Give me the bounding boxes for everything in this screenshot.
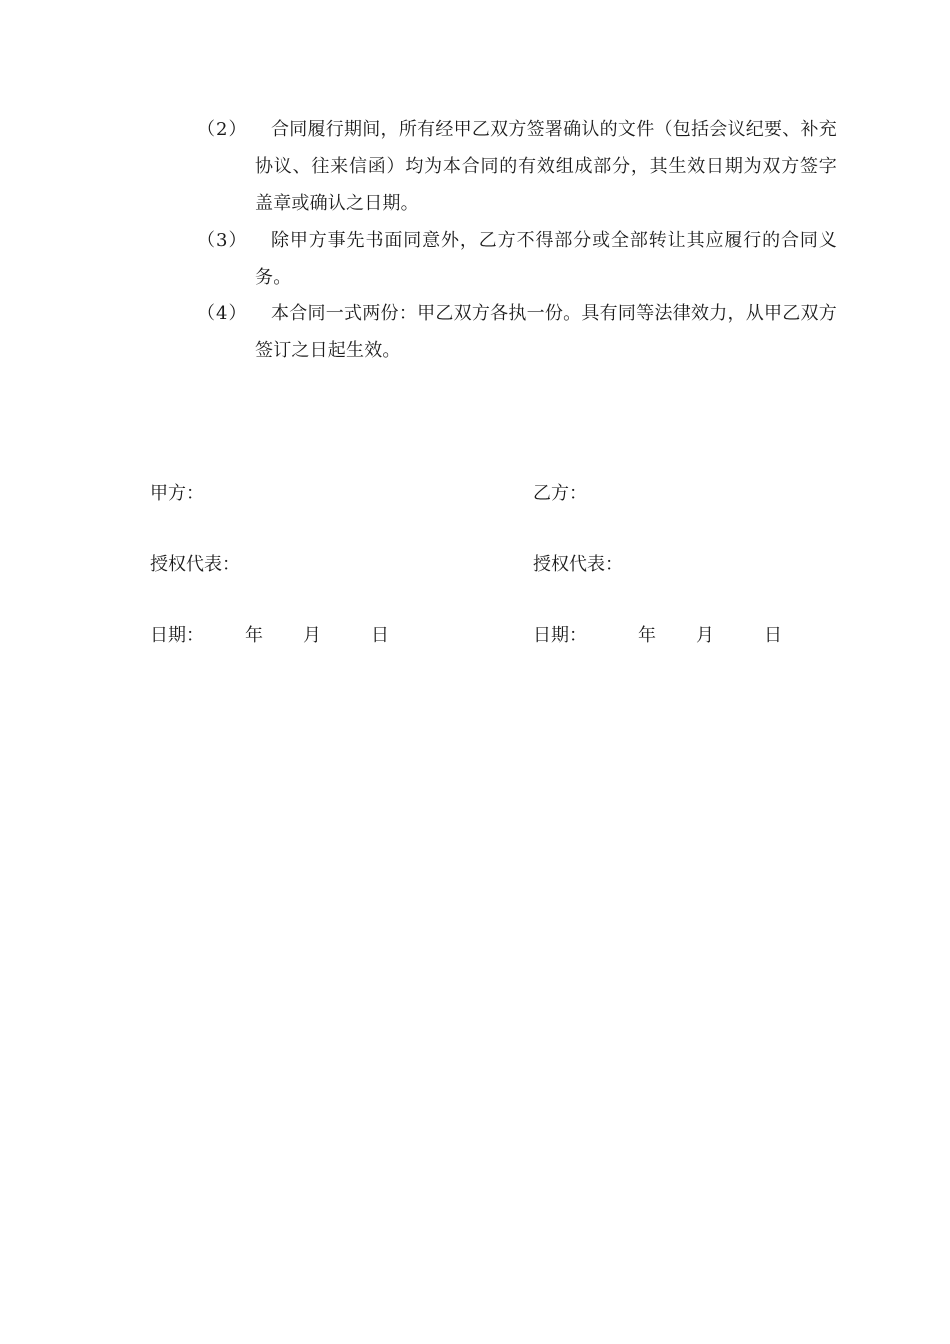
party-b-label: 乙方： xyxy=(533,483,587,504)
party-a-label: 甲方： xyxy=(150,483,204,504)
party-b-month: 月 xyxy=(696,625,714,646)
clause-text: 本合同一式两份：甲乙双方各执一份。具有同等法律效力，从甲乙双方签订之日起生效。 xyxy=(255,303,837,361)
party-a-date-label: 日期： xyxy=(150,625,204,646)
clause-text: 除甲方事先书面同意外，乙方不得部分或全部转让其应履行的合同义务。 xyxy=(255,230,837,288)
party-a-representative-label: 授权代表： xyxy=(150,554,240,575)
party-a-month: 月 xyxy=(303,625,321,646)
party-b-representative-label: 授权代表： xyxy=(533,554,623,575)
clause-4 xyxy=(197,295,837,369)
clause-number: （3） xyxy=(197,230,248,251)
clause-text: 合同履行期间，所有经甲乙双方签署确认的文件（包括会议纪要、补充协议、往来信函）均为本合同的有效组成部分，其生效日期为双方签字盖章或确认之日期。 xyxy=(255,119,837,214)
party-a-year: 年 xyxy=(245,625,263,646)
clause-number: （4） xyxy=(197,303,248,324)
clause-2 xyxy=(197,111,837,222)
party-b-year: 年 xyxy=(638,625,656,646)
party-a-day: 日 xyxy=(371,625,389,646)
party-b-day: 日 xyxy=(764,625,782,646)
clause-3 xyxy=(197,222,837,296)
party-b-date-label: 日期： xyxy=(533,625,587,646)
clause-number: （2） xyxy=(197,119,248,140)
